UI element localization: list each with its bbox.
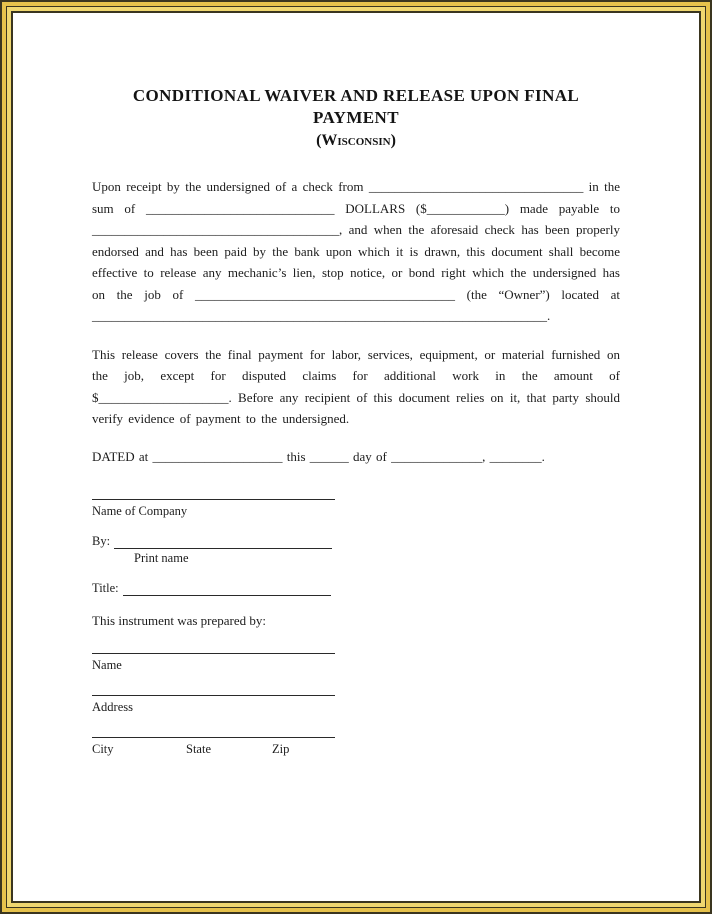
city-state-zip-row — [92, 742, 335, 757]
title-row — [92, 581, 620, 596]
address-label: Address — [92, 699, 133, 714]
address-signature-line — [92, 695, 335, 696]
by-label: By: — [92, 533, 111, 548]
document-subtitle: (Wisconsin) — [316, 132, 396, 149]
by-signature-line — [114, 534, 332, 549]
paragraph-release: This release covers the final payment for labor, services, equipment, or material furnished on the job, except for disputed claims for additional work in the amount of $____________________. Before any recipient of this document relies on it, that party should verify evidence of payment to the undersigned. — [92, 346, 620, 426]
title-label: Title: — [92, 580, 119, 595]
name-signature-line — [92, 653, 335, 654]
signature-block — [92, 499, 620, 757]
dated-line: DATED at ____________________ this ______ day of ______________, ________. — [92, 448, 545, 464]
city-label: City — [92, 741, 114, 756]
document-title: CONDITIONAL WAIVER AND RELEASE UPON FINAL PAYMENT — [132, 86, 580, 127]
prepared-by-label: This instrument was prepared by: — [92, 612, 267, 628]
title-signature-line — [123, 581, 331, 596]
zip-label: Zip — [272, 741, 290, 756]
company-label: Name of Company — [92, 503, 188, 518]
by-row — [92, 534, 620, 549]
company-signature-line — [92, 499, 335, 500]
city-signature-line — [92, 737, 335, 738]
paragraph-receipt: Upon receipt by the undersigned of a check from _________________________________ in the sum of _____________________________ DOLLARS ($____________) made payable to ______________________________________, and when the aforesaid check has been properly endorsed and has been paid by the bank upon which it is drawn, this document shall become effective to release any mechanic’s lien, stop notice, or bond right which the undersigned has on the job of ________________________________________ (the “Owner”) located at ______________________________________________________________________. — [92, 179, 620, 323]
document-page — [11, 11, 701, 903]
print-name-label: Print name — [134, 550, 189, 565]
state-label: State — [186, 741, 211, 756]
gold-frame-inner — [6, 6, 706, 908]
name-label: Name — [92, 657, 122, 672]
